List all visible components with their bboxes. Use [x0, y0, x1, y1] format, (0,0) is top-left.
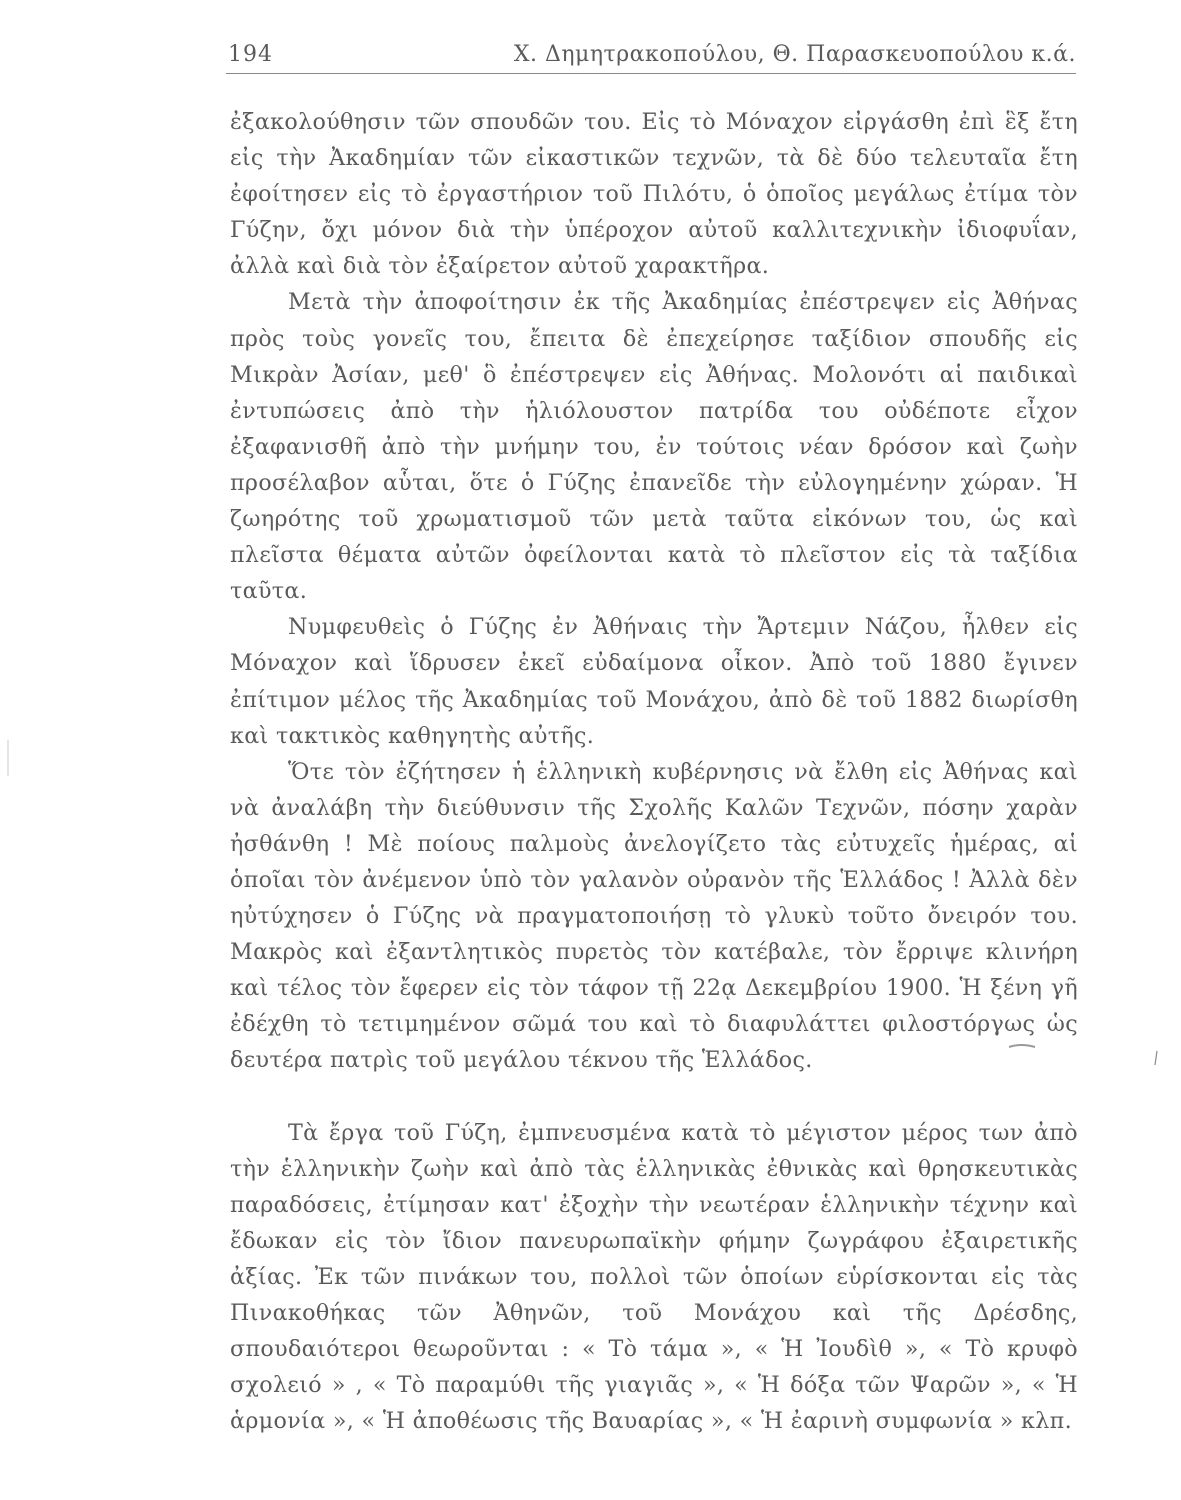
page-number: 194 — [228, 42, 273, 67]
header-rule — [226, 73, 1076, 74]
paragraph-1: ἐξακολούθησιν τῶν σπουδῶν του. Εἰς τὸ Μόναχον εἰργάσθη ἐπὶ ἓξ ἔτη εἰς τὴν Ἀκαδημίαν τῶν εἰκαστικῶν τεχνῶν, τὰ δὲ δύο τελευταῖα ἔτη ἐφοίτησεν εἰς τὸ ἐργαστήριον τοῦ Πιλότυ, ὁ ὁποῖος μεγάλως ἐτίμα τὸν Γύζην, ὄχι μόνον διὰ τὴν ὑπέροχον αὐτοῦ καλλιτεχνικὴν ἰδιοφυΐαν, ἀλλὰ καὶ διὰ τὸν ἐξαίρετον αὐτοῦ χαρακτῆρα. — [230, 109, 1078, 280]
paragraph-3: Νυμφευθεὶς ὁ Γύζης ἐν Ἀθήναις τὴν Ἄρτεμιν Νάζου, ἦλθεν εἰς Μόναχον καὶ ἵδρυσεν ἐκεῖ εὐδαίμονα οἶκον. Ἀπὸ τοῦ 1880 ἔγινεν ἐπίτιμον μέλος τῆς Ἀκαδημίας τοῦ Μονάχου, ἀπὸ δὲ τοῦ 1882 διωρίσθη καὶ τακτικὸς καθηγητὴς αὐτῆς. — [230, 614, 1078, 749]
paragraph-5: Τὰ ἔργα τοῦ Γύζη, ἐμπνευσμένα κατὰ τὸ μέγιστον μέρος των ἀπὸ τὴν ἑλληνικὴν ζωὴν καὶ ἀπὸ τὰς ἑλληνικὰς ἐθνικὰς καὶ θρησκευτικὰς παραδόσεις, ἐτίμησαν κατ' ἐξοχὴν τὴν νεωτέραν ἑλληνικὴν τέχνην καὶ ἔδωκαν εἰς τὸν ἴδιον πανευρωπαϊκὴν φήμην ζωγράφου ἐξαιρετικῆς ἀξίας. Ἐκ τῶν πινάκων του, πολλοὶ τῶν ὁποίων εὑρίσκονται εἰς τὰς Πινακοθήκας τῶν Ἀθηνῶν, τοῦ Μονάχου καὶ τῆς Δρέσδης, σπουδαιότεροι θεωροῦνται : « Τὸ τάμα », « Ἡ Ἰουδὶθ », « Τὸ κρυφὸ σχολειό » , « Τὸ παραμύθι τῆς γιαγιᾶς », « Ἡ δόξα τῶν Ψαρῶν », « Ἡ ἁρμονία », « Ἡ ἀποθέωσις τῆς Βαυαρίας », « Ἡ ἐαρινὴ συμφωνία » κλπ. — [230, 1119, 1078, 1435]
paragraph-2: Μετὰ τὴν ἀποφοίτησιν ἐκ τῆς Ἀκαδημίας ἐπέστρεψεν εἰς Ἀθήνας πρὸς τοὺς γονεῖς του, ἔπειτα δὲ ἐπεχείρησε ταξίδιον σπουδῆς εἰς Μικρὰν Ἀσίαν, μεθ' ὃ ἐπέστρεψεν εἰς Ἀθήνας. Μολονότι αἱ παιδικαὶ ἐντυπώσεις ἀπὸ τὴν ἡλιόλουστον πατρίδα του οὐδέποτε εἶχον ἐξαφανισθῆ ἀπὸ τὴν μνήμην του, ἐν τούτοις νέαν δρόσον καὶ ζωὴν προσέλαβον αὗται, ὅτε ὁ Γύζης ἐπανεῖδε τὴν εὐλογημένην χώραν. Ἡ ζωηρότης τοῦ χρωματισμοῦ τῶν μετὰ ταῦτα εἰκόνων του, ὡς καὶ πλεῖστα θέματα αὐτῶν ὀφείλονται κατὰ τὸ πλεῖστον εἰς τὰ ταξίδια ταῦτα. — [230, 289, 1078, 605]
margin-mark-decoration — [7, 740, 9, 776]
section-gap — [230, 1079, 1078, 1115]
running-head: Χ. Δημητρακοπούλου, Θ. Παρασκευοπούλου κ.ά. — [513, 42, 1076, 67]
page-header — [226, 36, 1076, 76]
ink-mark-decoration — [1007, 1042, 1037, 1050]
paragraph-4: Ὅτε τὸν ἐζήτησεν ἡ ἑλληνικὴ κυβέρνησις νὰ ἔλθη εἰς Ἀθήνας καὶ νὰ ἀναλάβη τὴν διεύθυνσιν τῆς Σχολῆς Καλῶν Τεχνῶν, πόσην χαρὰν ἠσθάνθη ! Μὲ ποίους παλμοὺς ἀνελογίζετο τὰς εὐτυχεῖς ἡμέρας, αἱ ὁποῖαι τὸν ἀνέμενον ὑπὸ τὸν γαλανὸν οὐρανὸν τῆς Ἑλλάδος ! Ἀλλὰ δὲν ηὐτύχησεν ὁ Γύζης νὰ πραγματοποιήσῃ τὸ γλυκὺ τοῦτο ὄνειρόν του. Μακρὸς καὶ ἐξαντλητικὸς πυρετὸς τὸν κατέβαλε, τὸν ἔρριψε κλινήρη καὶ τέλος τὸν ἔφερεν εἰς τὸν τάφον τῇ 22ᾳ Δεκεμβρίου 1900. Ἡ ξένη γῆ ἐδέχθη τὸ τετιμημένον σῶμά του καὶ τὸ διαφυλάττει φιλοστόργως ὡς δευτέρα πατρὶς τοῦ μεγάλου τέκνου τῆς Ἑλλάδος. — [230, 758, 1078, 1074]
body-text — [230, 104, 1078, 1439]
stray-mark-decoration — [1153, 1050, 1159, 1066]
